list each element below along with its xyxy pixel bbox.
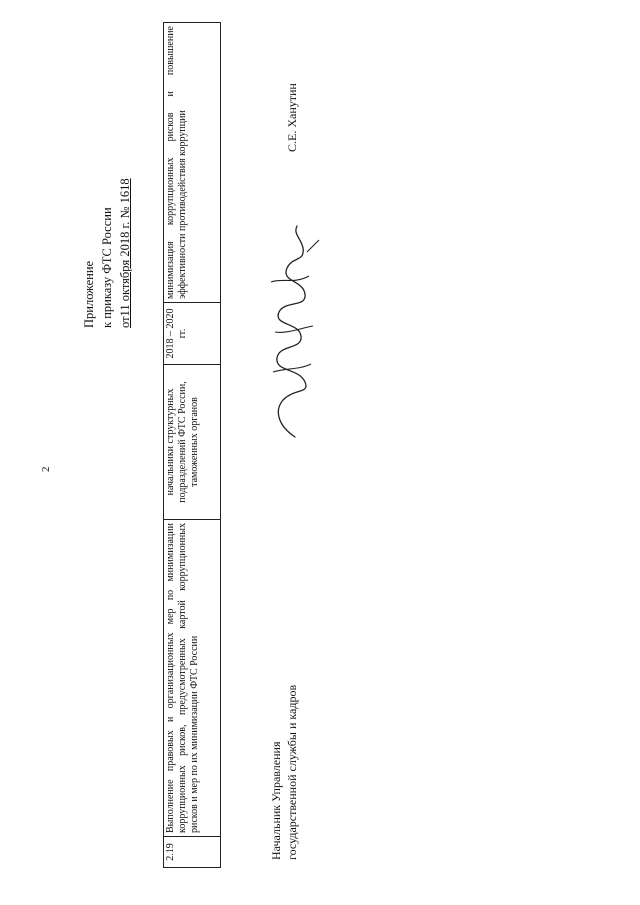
appendix-date-prefix: от	[118, 316, 132, 328]
handwritten-signature	[255, 222, 325, 447]
page-number: 2	[40, 466, 52, 472]
period-cell: 2018 – 2020 гг.	[164, 303, 221, 365]
responsible-cell: начальники структурных подразделений ФТС России, таможенных органов	[164, 365, 221, 520]
signer-title	[268, 685, 300, 860]
row-number-cell: 2.19	[164, 837, 221, 868]
appendix-year-suffix: г.	[118, 221, 132, 229]
measure-cell: Выполнение правовых и организационных мер по минимизации коррупционных рисков, предусмотренных картой коррупционных рисков и мер по их минимизации ФТС России	[164, 520, 221, 837]
signer-title-line1: Начальник Управления	[269, 741, 283, 860]
appendix-number: 1618	[118, 178, 132, 204]
signer-name: С.Е. Ханутин	[285, 83, 299, 152]
signer-title-line2: государственной службы и кадров	[285, 684, 299, 860]
appendix-header	[80, 28, 134, 328]
appendix-date: 11 октября 2018	[118, 231, 132, 317]
appendix-title: Приложение	[82, 260, 96, 328]
appendix-number-label: №	[118, 206, 132, 219]
result-cell: минимизация коррупционных рисков и повышение эффективности противодействия коррупции	[164, 23, 221, 303]
measures-table	[163, 26, 221, 868]
table-row	[164, 23, 221, 868]
appendix-date-line	[116, 28, 134, 328]
appendix-order-ref: к приказу ФТС России	[100, 207, 114, 328]
